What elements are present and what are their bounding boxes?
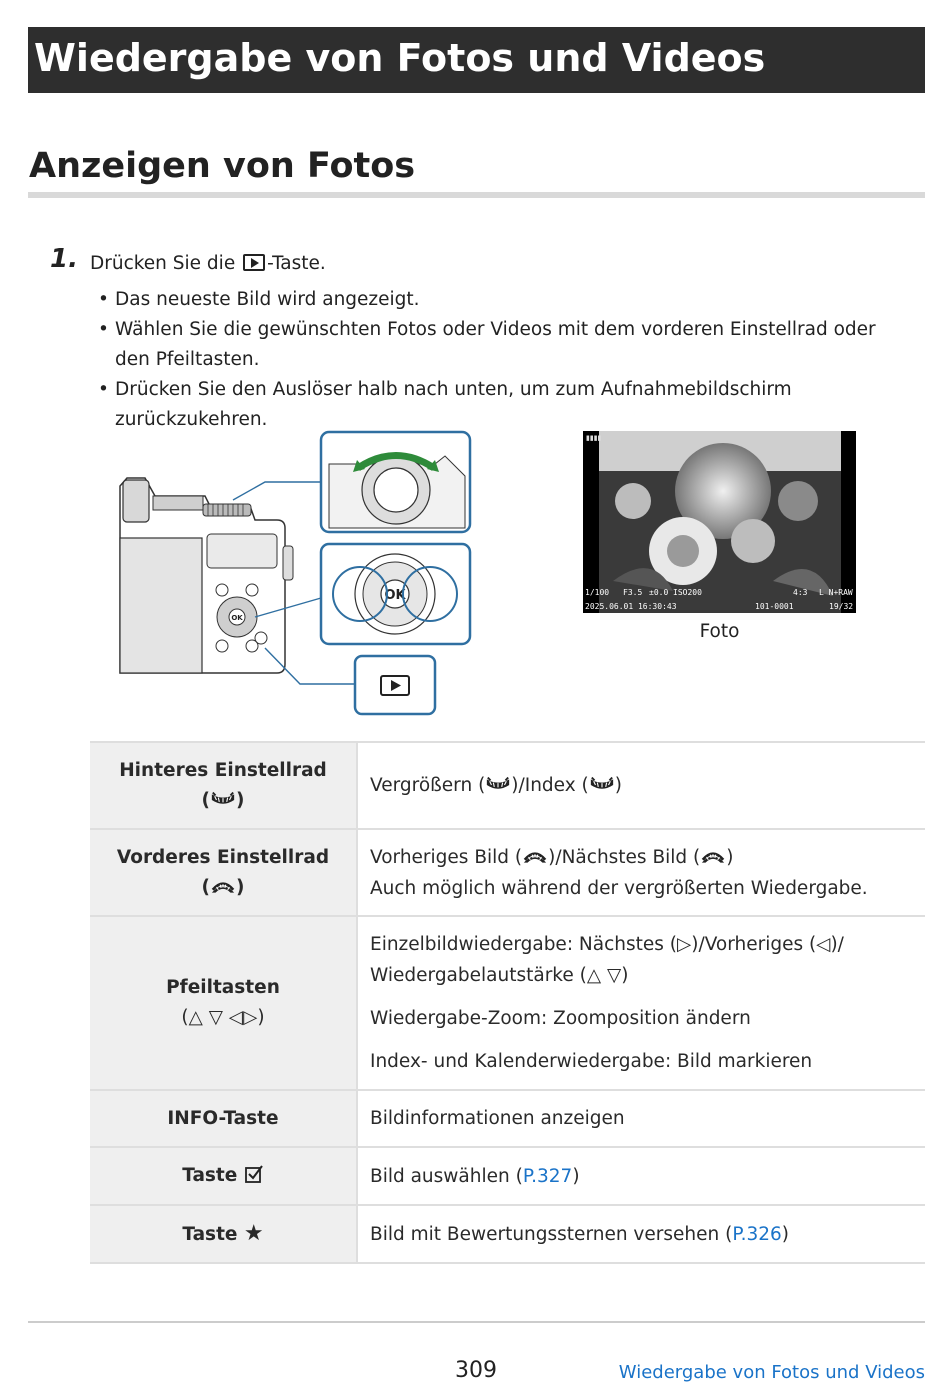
playback-button-icon <box>243 254 265 271</box>
page-link[interactable]: P.327 <box>522 1165 573 1187</box>
table-row <box>90 1205 925 1263</box>
front-dial-icon <box>522 848 548 866</box>
table-key: Vorderes Einstellrad ( ) <box>90 829 357 916</box>
arrow-up-icon: △ <box>586 965 602 986</box>
table-value: Bildinformationen anzeigen <box>357 1090 925 1147</box>
table-key: Hinteres Einstellrad ( ) <box>90 742 357 829</box>
step-text-before: Drücken Sie die <box>90 253 236 274</box>
page-number: 309 <box>455 1358 497 1383</box>
photo-preview: ▮▮▮▮ 1/100 F3.5 ±0.0 ISO200 4:3 L N+RAW 2025.06.01 16:30:43 101-0001 19/32 <box>583 431 856 613</box>
rear-dial-icon <box>485 776 511 794</box>
step-instruction <box>90 252 326 276</box>
section-divider <box>28 192 925 198</box>
arrow-left-icon: ◁ <box>228 1007 244 1028</box>
bullet-item: • Drücken Sie den Auslöser halb nach unten, um zum Aufnahmebildschirm zurückzukehren. <box>98 379 792 430</box>
camera-controls-illustration <box>115 428 475 720</box>
table-key: Taste <box>90 1147 357 1205</box>
table-value: Vorheriges Bild ( )/Nächstes Bild ( ) Auch möglich während der vergrößerten Wiedergabe. <box>357 829 925 916</box>
table-row <box>90 829 925 916</box>
table-value: Bild auswählen (P.327) <box>357 1147 925 1205</box>
ok-label: OK <box>384 588 406 603</box>
arrow-down-icon: ▽ <box>606 965 622 986</box>
table-row <box>90 1147 925 1205</box>
checkbox-icon <box>244 1164 264 1184</box>
section-title: Anzeigen von Fotos <box>29 146 416 186</box>
arrow-right-icon: ▷ <box>243 1007 258 1028</box>
bullet-item: • Das neueste Bild wird angezeigt. <box>98 289 420 310</box>
page-link[interactable]: P.326 <box>732 1223 782 1245</box>
front-dial-icon <box>700 848 726 866</box>
arrow-down-icon: ▽ <box>208 1007 223 1028</box>
battery-icon: ▮▮▮▮ <box>586 434 602 442</box>
footer-section-link[interactable]: Wiedergabe von Fotos und Videos <box>618 1362 925 1383</box>
bullet-item: • Wählen Sie die gewünschten Fotos oder Videos mit dem vorderen Einstellrad oder den Pfeiltasten. <box>98 319 876 370</box>
step-number: 1. <box>50 244 78 274</box>
rear-dial-icon <box>210 791 236 809</box>
table-row <box>90 742 925 829</box>
footer-divider <box>28 1321 925 1323</box>
table-value: Vergrößern ( )/Index ( ) <box>357 742 925 829</box>
ok-label-small: OK <box>231 614 243 622</box>
arrow-right-icon: ▷ <box>677 934 692 955</box>
step-text-after: -Taste. <box>267 253 326 274</box>
table-row <box>90 1090 925 1147</box>
table-key: Taste ★ <box>90 1205 357 1263</box>
table-key: Pfeiltasten (△ ▽ ◁▷) <box>90 916 357 1090</box>
flower-photo <box>583 431 856 613</box>
rear-dial-icon <box>589 776 615 794</box>
arrow-up-icon: △ <box>188 1007 203 1028</box>
chapter-title: Wiedergabe von Fotos und Videos <box>34 36 766 80</box>
table-key: INFO-Taste <box>90 1090 357 1147</box>
table-row <box>90 916 925 1090</box>
table-value: Bild mit Bewertungssternen versehen (P.326) <box>357 1205 925 1263</box>
star-icon: ★ <box>243 1220 264 1246</box>
playback-operations-table <box>90 741 925 1264</box>
arrow-left-icon: ◁ <box>816 934 831 955</box>
table-value: Einzelbildwiedergabe: Nächstes (▷)/Vorheriges (◁)/ Wiedergabelautstärke (△ ▽) Wiedergabe-Zoom: Zoomposition ändern Index- und Kalenderwiedergabe: Bild markieren <box>357 916 925 1090</box>
photo-caption: Foto <box>699 621 740 642</box>
front-dial-icon <box>210 878 236 896</box>
